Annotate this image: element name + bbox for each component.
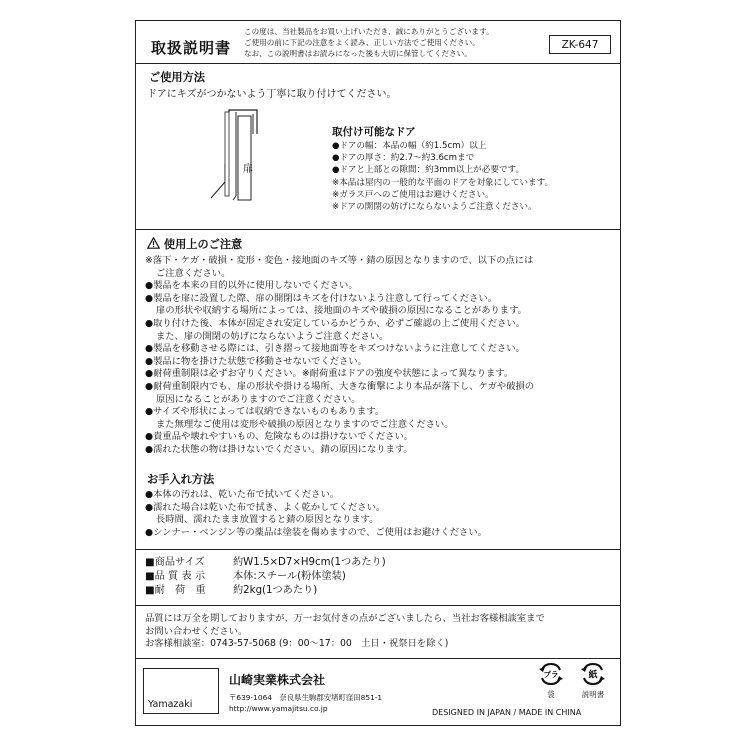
recycle-plastic-mark: プラ bbox=[543, 670, 559, 679]
care-heading: お手入れ方法 bbox=[147, 473, 215, 486]
caution-item: ●濡れた状態の物は掛けないでください。錆の原因になります。 bbox=[145, 443, 413, 455]
care-item: ●濡れた場合は乾いた布で拭き、よく乾かしてください。 bbox=[145, 501, 386, 513]
door-line: ※ドアの開閉の妨げにならないようご注意ください。 bbox=[332, 202, 537, 213]
spec-row bbox=[145, 584, 386, 598]
divider bbox=[136, 549, 620, 550]
contact-line: お客様相談室：0743-57-5068 (9：00～17：00 土日・祝祭日を除く) bbox=[145, 638, 449, 650]
spec-label: ■耐 荷 重 bbox=[145, 584, 206, 596]
care-item: 長時間、濡れたまま放置すると錆の原因となります。 bbox=[156, 514, 379, 526]
door-line: ※ガラス戸へのご使用はお避けください。 bbox=[332, 189, 494, 200]
logo-text: Yamazaki bbox=[148, 699, 193, 710]
intro-line: なお、この説明書はお読みになった後も大切に保管してください。 bbox=[244, 49, 472, 58]
caution-item: ※落下・ケガ・破損・変形・変色・接地面のキズ等・錆の原因となりますので、以下の点には bbox=[145, 255, 534, 266]
recycle-paper-mark bbox=[574, 661, 612, 700]
care-item: ●本体の汚れは、乾いた布で拭いてください。 bbox=[145, 489, 340, 500]
caution-heading-text: 使用上のご注意 bbox=[163, 238, 243, 251]
caution-item: ご注意ください。 bbox=[156, 267, 231, 279]
caution-item: また無理なご使用は変形や破損の原因となりますのでご注意ください。 bbox=[156, 418, 454, 430]
caution-item: ●サイズや形状によっては収納できないものもあります。 bbox=[145, 406, 385, 418]
spec-row bbox=[145, 570, 386, 584]
spec-value: 約W1.5×D7×H9cm(1つあたり) bbox=[233, 557, 386, 568]
door-label: 扉 bbox=[243, 164, 253, 175]
company-name: 山崎実業株式会社 bbox=[229, 673, 326, 687]
document-title: 取扱説明書 bbox=[151, 39, 232, 57]
made-in-text: DESIGNED IN JAPAN / MADE IN CHINA bbox=[432, 708, 582, 717]
caution-item: 原因になることがありますのでご注意ください。 bbox=[156, 393, 361, 405]
caution-item: ●耐荷重制限は必ずお守りください。※耐荷重はドアの強度や状態によって異なります。 bbox=[145, 368, 514, 380]
recycle-paper-icon bbox=[580, 661, 606, 687]
recycle-plastic-icon bbox=[538, 661, 564, 687]
door-line: ●ドアの厚さ：約2.7～約3.6cmまで bbox=[332, 153, 475, 164]
spec-label: ■商品サイズ bbox=[145, 557, 205, 568]
recycle-paper-mark-text: 紙 bbox=[588, 670, 598, 681]
recycle-bag-mark bbox=[534, 661, 568, 700]
contact-block bbox=[145, 613, 545, 651]
divider bbox=[136, 63, 620, 64]
door-line: ●ドアと上部との隙間：約3mm以上が必要です。 bbox=[332, 165, 525, 176]
door-heading: 取付け可能なドア bbox=[332, 126, 416, 138]
caution-item: 扉の形状や収納する場所によっては、接地面のキズや破損の原因になることがあります。 bbox=[156, 305, 527, 317]
spec-value: 本体:スチール(粉体塗装) bbox=[233, 570, 346, 582]
door-line: ●ドアの幅：本品の幅（約1.5cm）以上 bbox=[332, 141, 487, 151]
contact-line: 品質には万全を期しておりますが、万一お気付きの点がございましたら、当社お客様相談室まで bbox=[145, 613, 545, 624]
spec-list bbox=[145, 556, 386, 597]
caution-item: ●耐荷重制限内でも、扉の形状や掛ける場所、大きな衝撃により本品が落下し、ケガや破損の bbox=[145, 380, 535, 392]
intro-line: ご使用の前に下記の注意をよく読み、正しい方法でご使用ください。 bbox=[244, 38, 480, 47]
door-line: ※本品は屋内の一般的な平面のドアを対象にしています。 bbox=[332, 177, 554, 188]
caution-item: ●製品を移動させる際には、引き摺って接地面等をキズつけないように注意してください。 bbox=[145, 343, 525, 355]
yamazaki-logo bbox=[143, 668, 219, 714]
intro-line: この度は、当社製品をお買い上げいただき、誠にありがとうございます。 bbox=[244, 27, 494, 36]
company-address bbox=[229, 693, 382, 715]
recycle-bag-label: 袋 bbox=[547, 690, 555, 699]
spec-row bbox=[145, 556, 386, 570]
hook-illustration-icon bbox=[201, 106, 311, 206]
care-list bbox=[145, 489, 487, 539]
caution-item: ●貴重品や壊れやすいもの、危険なものは掛けないでください。 bbox=[145, 431, 414, 443]
care-item: ●シンナー・ベンジン等の薬品は塗装を傷めますので、ご使用はお避けください。 bbox=[145, 526, 487, 538]
door-requirements bbox=[332, 140, 553, 213]
caution-item: ●製品を本来の目的以外に使用しないでください。 bbox=[145, 280, 358, 292]
caution-heading bbox=[147, 236, 242, 252]
divider bbox=[136, 658, 620, 659]
divider bbox=[136, 605, 620, 606]
website-url: http://www.yamajitsu.co.jp bbox=[229, 703, 328, 713]
divider bbox=[136, 229, 620, 230]
caution-item: また、扉の開閉の妨げにならないようご注意ください。 bbox=[156, 330, 389, 342]
model-number: ZK-647 bbox=[549, 35, 611, 54]
address-line: 〒639-1064 奈良県生駒郡安堵町窪田851-1 bbox=[229, 693, 383, 702]
usage-instruction: ドアにキズがつかないよう丁寧に取り付けてください。 bbox=[147, 89, 397, 100]
contact-line: お問い合わせください。 bbox=[145, 625, 248, 637]
warning-icon bbox=[147, 237, 160, 249]
caution-item: ●製品に物を掛けた状態で移動させないでください。 bbox=[145, 355, 367, 367]
caution-item: ●取り付けた後、本体が固定され安定しているかどうか、必ずご確認の上ご使用ください。 bbox=[145, 317, 525, 329]
usage-heading: ご使用方法 bbox=[149, 71, 205, 84]
caution-item: ●製品を扉に設置した際、扉の開閉はキズを付けないよう注意して行ってください。 bbox=[145, 292, 497, 304]
recycle-paper-label: 説明書 bbox=[581, 690, 605, 699]
instruction-sheet bbox=[135, 20, 621, 726]
intro-text bbox=[244, 26, 544, 59]
spec-label: ■品 質 表 示 bbox=[145, 570, 206, 582]
spec-value: 約2kg(1つあたり) bbox=[233, 584, 318, 596]
caution-list bbox=[145, 255, 534, 457]
